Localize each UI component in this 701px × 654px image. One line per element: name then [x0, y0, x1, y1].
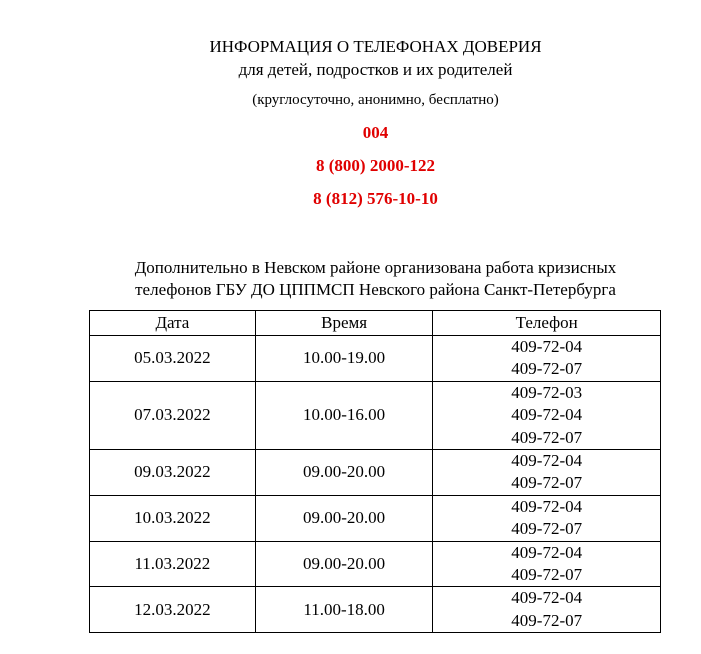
hotline-number-1: 004	[362, 123, 389, 142]
date-cell: 10.03.2022	[90, 495, 256, 541]
document-title: ИНФОРМАЦИЯ О ТЕЛЕФОНАХ ДОВЕРИЯ	[209, 37, 542, 56]
date-cell: 12.03.2022	[90, 587, 256, 633]
table-row	[90, 381, 661, 449]
phone-cell	[433, 541, 661, 587]
phone-cell	[433, 495, 661, 541]
time-cell: 10.00-16.00	[255, 381, 433, 449]
intro-paragraph	[0, 257, 701, 301]
time-cell: 10.00-19.00	[255, 336, 433, 382]
schedule-body	[90, 336, 661, 633]
schedule-table	[89, 310, 661, 633]
phone-number: 409-72-04	[511, 588, 583, 608]
date-cell: 05.03.2022	[90, 336, 256, 382]
intro-line-2: телефонов ГБУ ДО ЦППМСП Невского района Санкт-Петербурга	[135, 280, 616, 299]
date-cell: 09.03.2022	[90, 450, 256, 496]
time-cell: 09.00-20.00	[255, 495, 433, 541]
hotline-number-2: 8 (800) 2000-122	[316, 156, 435, 175]
phone-number: 409-72-07	[511, 473, 583, 493]
phone-cell	[433, 336, 661, 382]
table-header-row	[90, 311, 661, 336]
phone-cell	[433, 450, 661, 496]
phone-number: 409-72-04	[511, 405, 583, 425]
time-cell: 09.00-20.00	[255, 450, 433, 496]
phone-number: 409-72-04	[511, 451, 583, 471]
phone-number: 409-72-07	[511, 565, 583, 585]
intro-line-1: Дополнительно в Невском районе организована работа кризисных	[134, 258, 617, 277]
time-cell: 09.00-20.00	[255, 541, 433, 587]
column-header-date: Дата	[90, 311, 256, 336]
column-header-time: Время	[255, 311, 433, 336]
table-row	[90, 587, 661, 633]
table-row	[90, 336, 661, 382]
date-cell: 11.03.2022	[90, 541, 256, 587]
phone-number: 409-72-04	[511, 337, 583, 356]
phone-number: 409-72-07	[511, 519, 583, 539]
document-subtitle: для детей, подростков и их родителей	[238, 60, 513, 79]
phone-number: 409-72-07	[511, 427, 583, 447]
phone-number: 409-72-04	[511, 542, 583, 562]
hotline-number-3: 8 (812) 576-10-10	[313, 189, 438, 208]
phone-number: 409-72-07	[511, 610, 583, 630]
phone-cell	[433, 587, 661, 633]
phone-number: 409-72-07	[511, 359, 583, 379]
date-cell: 07.03.2022	[90, 381, 256, 449]
column-header-phone: Телефон	[433, 311, 661, 336]
phone-number: 409-72-03	[511, 382, 583, 402]
phone-number: 409-72-04	[511, 496, 583, 516]
table-row	[90, 450, 661, 496]
availability-note: (круглосуточно, анонимно, бесплатно)	[252, 92, 499, 108]
time-cell: 11.00-18.00	[255, 587, 433, 633]
phone-cell	[433, 381, 661, 449]
table-row	[90, 541, 661, 587]
table-row	[90, 495, 661, 541]
